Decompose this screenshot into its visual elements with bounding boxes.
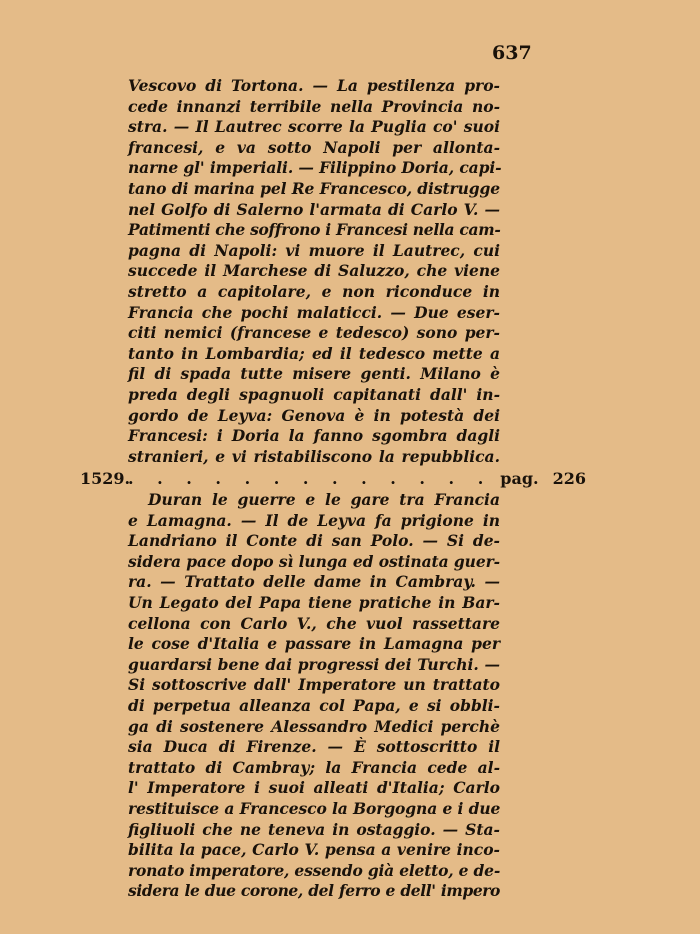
text-line: sidera pace dopo sì lunga ed ostinata guer-: [128, 551, 500, 571]
text-line: di perpetua alleanza col Papa, e si obbli-: [128, 695, 500, 715]
text-line: preda degli spagnuoli capitanati dall' in-: [128, 384, 500, 404]
page-number: 637: [492, 42, 532, 64]
text-line: le cose d'Italia e passare in Lamagna per: [128, 634, 500, 654]
text-line: gordo de Leyva: Genova è in potestà dei: [128, 405, 500, 425]
text-line: fil di spada tutte misere genti. Milano è: [128, 364, 500, 384]
text-line: Francia che pochi malaticci. — Due eser-: [128, 302, 500, 322]
text-line: Duran le guerre e le gare tra Francia: [148, 490, 500, 509]
text-line: Un Legato del Papa tiene pratiche in Bar-: [128, 592, 500, 612]
text-line: restituisce a Francesco la Borgogna e i due: [128, 798, 501, 818]
text-line: francesi, e va sotto Napoli per allonta-: [128, 137, 500, 157]
text-line: trattato di Cambray; la Francia cede al-: [128, 757, 500, 777]
text-line: succede il Marchese di Saluzzo, che viene: [128, 261, 500, 281]
entry-pag-label: pag.: [500, 469, 539, 488]
text-line: cede innanzi terribile nella Provincia no-: [128, 96, 500, 116]
text-line: tanto in Lombardia; ed il tedesco mette a: [128, 343, 500, 363]
text-line: Vescovo di Tortona. — La pestilenza pro-: [128, 76, 500, 95]
text-line: ga di sostenere Alessandro Medici perchè: [128, 716, 500, 736]
text-line: bilita la pace, Carlo V. pensa a venire inco-: [128, 840, 500, 860]
text-line: guardarsi bene dai progressi dei Turchi. —: [128, 654, 500, 674]
text-line: ra. — Trattato delle dame in Cambray. —: [128, 572, 500, 592]
entry-page-number: 226: [552, 469, 586, 488]
text-line: figliuoli che ne teneva in ostaggio. — Sta-: [128, 819, 500, 839]
text-line: sia Duca di Firenze. — È sottoscritto il: [128, 737, 500, 757]
text-line: tano di marina pel Re Francesco, distrugge: [128, 178, 500, 198]
text-line: Francesi: i Doria la fanno sgombra dagli: [128, 426, 500, 446]
text-line: stranieri, e vi ristabiliscono la repubblica.: [128, 446, 500, 466]
text-line: nel Golfo di Salerno l'armata di Carlo V. —: [128, 199, 500, 219]
paragraph-2: [128, 490, 500, 902]
text-line: cellona con Carlo V., che vuol rassettare: [128, 613, 500, 633]
text-line: stra. — Il Lautrec scorre la Puglia co' suoi: [128, 117, 500, 137]
text-line: l' Imperatore i suoi alleati d'Italia; Carlo: [128, 778, 500, 798]
year-entry: [80, 469, 586, 488]
text-line: e Lamagna. — Il de Leyva fa prigione in: [128, 510, 500, 530]
text-line: Patimenti che soffrono i Francesi nella cam-: [128, 220, 501, 240]
text-line: citi nemici (francese e tedesco) sono per-: [128, 323, 500, 343]
text-line: sidera le due corone, del ferro e dell' impero: [128, 881, 500, 901]
text-line: Landriano il Conte di san Polo. — Si de-: [128, 531, 500, 551]
text-line: narne gl' imperiali. — Filippino Doria, capi-: [128, 158, 502, 178]
entry-year: 1529.: [80, 469, 131, 488]
paragraph-1: [128, 76, 500, 467]
text-line: pagna di Napoli: vi muore il Lautrec, cui: [128, 240, 500, 260]
text-line: stretto a capitolare, e non riconduce in: [128, 281, 500, 301]
entry-leader-dots: . . . . . . . . . . . . .: [128, 469, 493, 488]
text-line: Si sottoscrive dall' Imperatore un trattato: [128, 675, 500, 695]
text-line: ronato imperatore, essendo già eletto, e de-: [128, 860, 501, 880]
